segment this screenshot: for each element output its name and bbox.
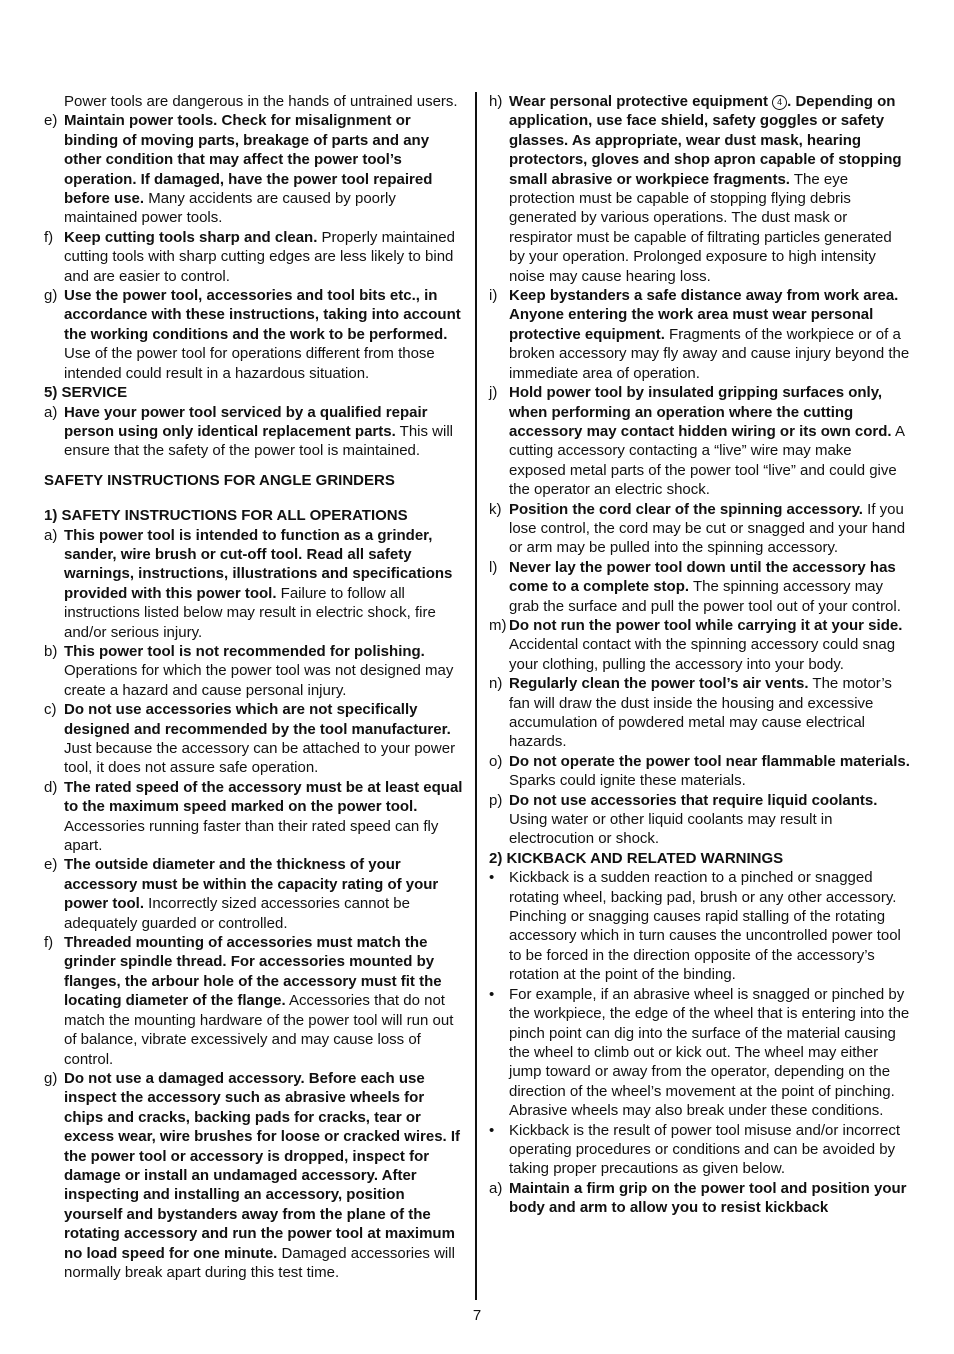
- item-marker: n): [489, 675, 503, 693]
- item-i-bystanders: [489, 286, 911, 383]
- bullet-kickback-misuse: [489, 1121, 911, 1179]
- item-a-service: [44, 403, 464, 461]
- item-m-carrying: [489, 616, 911, 674]
- item-k-cord: [489, 500, 911, 558]
- item-h-protective: [489, 92, 911, 286]
- item-bold: Maintain power tools. Check for misalignment or binding of moving parts, breakage of parts and any other condition that may affect the power tool’s operation. If damaged, have the power tool repaired before use.: [64, 112, 433, 208]
- item-text: For example, if an abrasive wheel is snagged or pinched by the workpiece, the edge of the wheel that is entering into the pinch point can dig into the surface of the material causing the wheel to climb out or kick out. The wheel may either jump toward or away from the operator, depending on the direction of the wheel’s movement at the point of pinching. Abrasive wheels may also break under these conditions.: [509, 985, 910, 1120]
- item-bold: Do not use a damaged accessory. Before each use inspect the accessory such as abrasive wheels for chips and cracks, backing pads for cracks, tear or excess wear, wire brushes for loose or cracked wires. If the power tool or accessory is dropped, inspect for damage or install an undamaged accessory. After inspecting and installing an accessory, position yourself and bystanders away from the plane of the rotating accessory and run the power tool at maximum no load speed for one minute.: [64, 1069, 461, 1262]
- item-bold: Regularly clean the power tool’s air vents.: [509, 675, 809, 693]
- item-bold: This power tool is intended to function as a grinder, sander, wire brush or cut-off tool. Read all safety warnings, instructions, illustrations and specifications provided with this power tool.: [64, 526, 453, 602]
- item-marker: a): [44, 403, 58, 421]
- right-column: [489, 92, 911, 1218]
- item-bold: Do not run the power tool while carrying it at your side.: [509, 616, 903, 634]
- item-marker: f): [44, 934, 54, 952]
- item-marker: g): [44, 287, 58, 305]
- item-text: Using water or other liquid coolants may result in electrocution or shock.: [509, 811, 833, 848]
- item-n-air-vents: [489, 674, 911, 752]
- section-heading-service: 5) SERVICE: [44, 384, 128, 402]
- item-f-sharp: [44, 228, 464, 286]
- item-o-flammable: [489, 752, 911, 791]
- item-j-insulated: [489, 383, 911, 499]
- item-e-maintain: [44, 111, 464, 227]
- item-marker: b): [44, 642, 58, 660]
- item-text: The spinning accessory may grab the surface and pull the power tool out of your control.: [509, 578, 901, 615]
- section-heading-all-operations: 1) SAFETY INSTRUCTIONS FOR ALL OPERATIONS: [44, 507, 408, 525]
- item-bold: . Depending on application, use face shield, safety goggles or safety glasses. As appropriate, wear dust mask, hearing protectors, gloves and shop apron capable of stopping small abrasive or workpiece fragments.: [509, 93, 902, 188]
- item-p-coolants: [489, 791, 911, 849]
- item-text: If you lose control, the cord may be cut or snagged and your hand or arm may be pulled into the spinning accessory.: [509, 500, 906, 557]
- item-bold: This power tool is not recommended for polishing.: [64, 642, 425, 660]
- item-text: The eye protection must be capable of stopping flying debris generated by various operations. The dust mask or respirator must be capable of filtrating particles generated by your operation. Prolonged exposure to high intensity noise may cause hearing loss.: [509, 170, 892, 285]
- item-bold: Keep bystanders a safe distance away from work area. Anyone entering the work area must wear personal protective equipment.: [509, 287, 899, 343]
- item-c-accessories: [44, 700, 464, 778]
- item-text: Kickback is a sudden reaction to a pinched or snagged rotating wheel, backing pad, brush or any other accessory. Pinching or snagging causes rapid stalling of the rotating accessory which in turn causes the uncontrolled power tool to be forced in the direction opposite of the accessory’s rotation at the point of the binding.: [509, 869, 901, 984]
- item-bold: Hold power tool by insulated gripping surfaces only, when performing an operation where the cutting accessory may contact hidden wiring or its own cord.: [509, 384, 892, 440]
- item-marker: d): [44, 778, 58, 796]
- item-marker: a): [489, 1179, 503, 1197]
- item-marker: c): [44, 701, 57, 719]
- item-marker: j): [489, 384, 498, 402]
- item-text: This will ensure that the safety of the power tool is maintained.: [64, 422, 453, 460]
- item-a-intended: [44, 526, 464, 642]
- item-text: The motor’s fan will draw the dust inside the housing and excessive accumulation of powdered metal may cause electrical hazards.: [509, 675, 892, 751]
- item-bold: Use the power tool, accessories and tool bits etc., in accordance with these instructions, taking into account the working conditions and the work to be performed.: [64, 287, 461, 343]
- item-text: Properly maintained cutting tools with sharp cutting edges are less likely to bind and are easier to control.: [64, 228, 455, 285]
- item-marker: p): [489, 791, 503, 809]
- item-text: A cutting accessory contacting a “live” wire may make exposed metal parts of the power tool “live” and could give the operator an electric shock.: [509, 422, 905, 499]
- item-marker: e): [44, 856, 58, 874]
- item-bold: Have your power tool serviced by a qualified repair person using only identical replacement parts.: [64, 403, 428, 440]
- item-bold: The rated speed of the accessory must be at least equal to the maximum speed marked on the power tool.: [64, 778, 463, 816]
- item-marker: m): [489, 616, 507, 634]
- item-text: Accidental contact with the spinning accessory could snag your clothing, pulling the accessory into your body.: [509, 636, 896, 673]
- item-marker: o): [489, 752, 503, 770]
- item-text: Fragments of the workpiece or of a broken accessory may fly away and cause injury beyond the immediate area of operation.: [509, 325, 910, 382]
- item-marker: l): [489, 558, 498, 576]
- item-bold: Position the cord clear of the spinning accessory.: [509, 500, 863, 518]
- item-d-rated-speed: [44, 778, 464, 856]
- item-text: Many accidents are caused by poorly maintained power tools.: [64, 190, 396, 227]
- item-marker: a): [44, 526, 58, 544]
- item-bold: The outside diameter and the thickness of your accessory must be within the capacity rating of your power tool.: [64, 856, 439, 913]
- item-bold: Wear personal protective equipment: [509, 93, 768, 110]
- item-bold: Threaded mounting of accessories must match the grinder spindle thread. For accessories mounted by flanges, the arbour hole of the accessory must fit the locating diameter of the flange.: [64, 934, 442, 1010]
- item-text: Operations for which the power tool was not designed may create a hazard and cause personal injury.: [64, 662, 454, 699]
- item-marker: e): [44, 112, 58, 130]
- page-number: 7: [472, 1307, 482, 1324]
- item-marker: g): [44, 1069, 58, 1087]
- item-bold: Never lay the power tool down until the accessory has come to a complete stop.: [509, 558, 896, 596]
- reference-number-icon: 4: [772, 95, 787, 110]
- bullet-kickback-definition: [489, 868, 911, 984]
- item-marker: h): [489, 93, 503, 110]
- left-column: [44, 92, 464, 1282]
- item-bold: Do not operate the power tool near flammable materials.: [509, 752, 910, 770]
- item-text: Accessories running faster than their rated speed can fly apart.: [64, 817, 439, 855]
- section-heading-angle-grinders: SAFETY INSTRUCTIONS FOR ANGLE GRINDERS: [44, 471, 395, 489]
- item-b-polishing: [44, 642, 464, 700]
- intro-text: Power tools are dangerous in the hands of untrained users.: [64, 93, 458, 110]
- item-a-firm-grip: [489, 1179, 911, 1218]
- item-text: Kickback is the result of power tool misuse and/or incorrect operating procedures or conditions and can be avoided by taking proper precautions as given below.: [509, 1121, 901, 1178]
- item-marker: k): [489, 500, 502, 518]
- item-g-damaged: [44, 1069, 464, 1282]
- bullet-icon: •: [489, 869, 495, 887]
- section-heading-kickback: 2) KICKBACK AND RELATED WARNINGS: [489, 849, 784, 867]
- bullet-icon: •: [489, 1121, 495, 1139]
- column-divider: [475, 92, 477, 1300]
- item-text: Damaged accessories will normally break apart during this test time.: [64, 1244, 455, 1281]
- item-l-lay-down: [489, 558, 911, 616]
- item-text: Accessories that do not match the mounting hardware of the power tool will run out of balance, vibrate excessively and may cause loss of control.: [64, 992, 454, 1068]
- bullet-icon: •: [489, 985, 495, 1003]
- item-text: Use of the power tool for operations different from those intended could result in a hazardous situation.: [64, 345, 435, 382]
- item-text: Incorrectly sized accessories cannot be adequately guarded or controlled.: [64, 895, 410, 932]
- item-bold: Maintain a firm grip on the power tool and position your body and arm to allow you to resist kickback: [509, 1179, 907, 1217]
- item-marker: i): [489, 287, 498, 305]
- item-bold: Do not use accessories which are not specifically designed and recommended by the tool manufacturer.: [64, 701, 451, 738]
- item-text: Sparks could ignite these materials.: [509, 772, 746, 790]
- item-text: Just because the accessory can be attached to your power tool, it does not assure safe operation.: [64, 740, 456, 777]
- item-f-mounting: [44, 933, 464, 1069]
- bullet-kickback-example: [489, 985, 911, 1121]
- item-e-diameter: [44, 855, 464, 933]
- item-text: Failure to follow all instructions listed below may result in electric shock, fire and/or serious injury.: [64, 584, 436, 641]
- item-g-use: [44, 286, 464, 383]
- item-marker: f): [44, 228, 54, 246]
- item-bold: Keep cutting tools sharp and clean.: [64, 228, 318, 246]
- item-bold: Do not use accessories that require liquid coolants.: [509, 791, 878, 809]
